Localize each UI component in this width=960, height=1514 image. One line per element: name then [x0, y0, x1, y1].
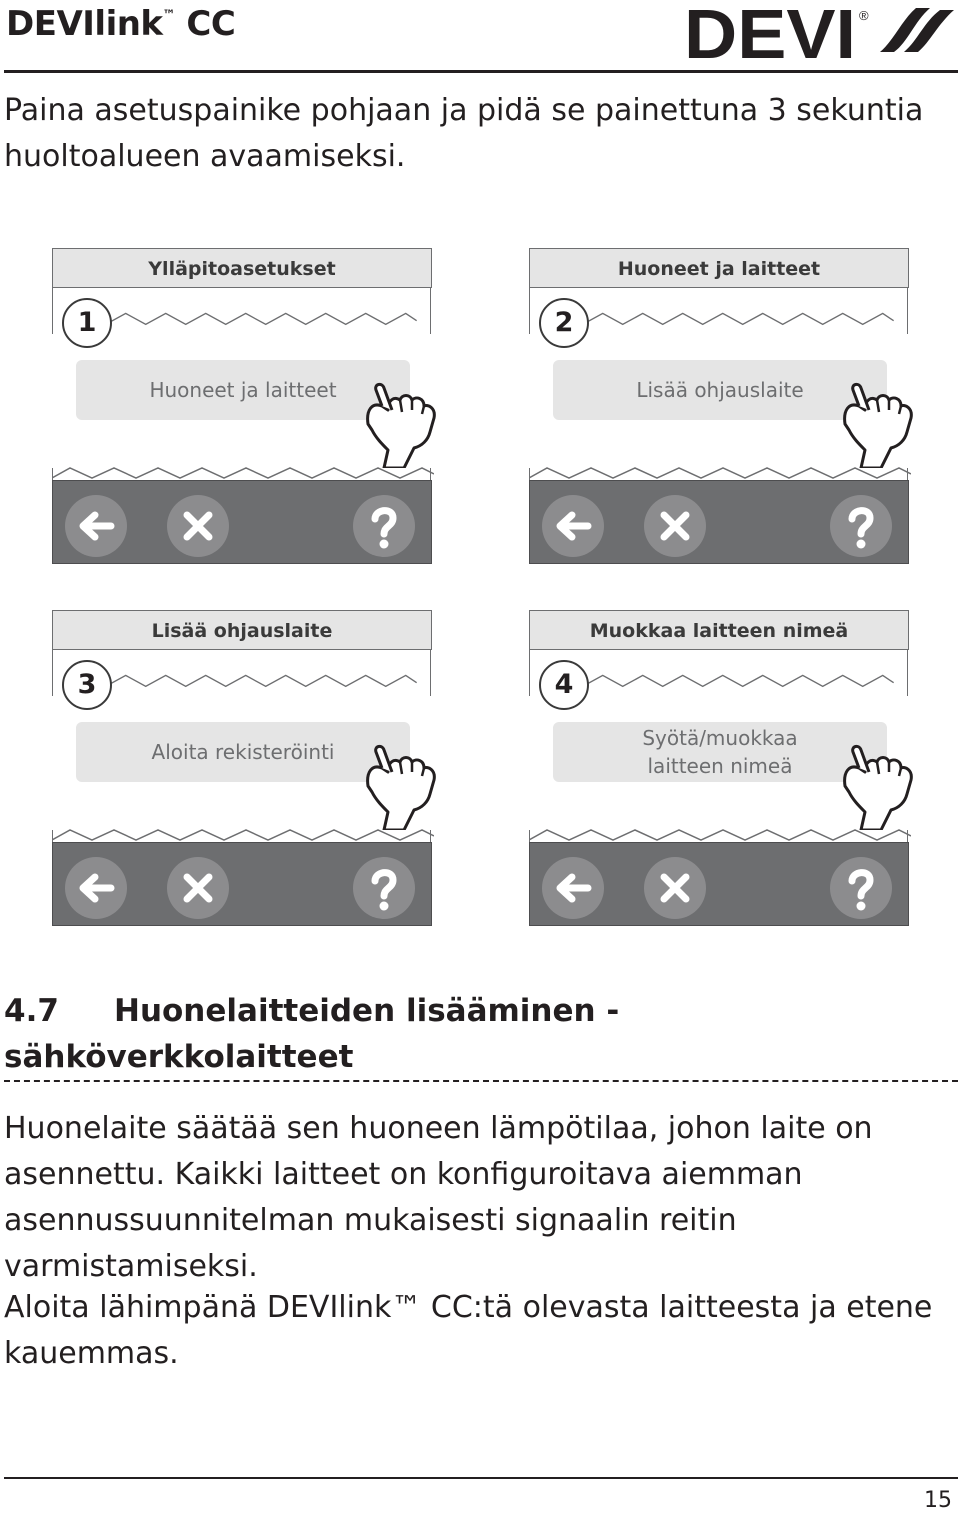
help-button[interactable]	[830, 495, 892, 557]
cancel-button[interactable]	[167, 495, 229, 557]
bottom-toolbar	[52, 842, 432, 926]
help-button[interactable]	[353, 857, 415, 919]
back-arrow-icon	[542, 857, 604, 919]
intro-text: Paina asetuspainike pohjaan ja pidä se painettuna 3 sekuntia huoltoalueen avaamiseksi.	[4, 93, 924, 174]
cancel-button[interactable]	[167, 857, 229, 919]
close-icon	[167, 495, 229, 557]
back-arrow-icon	[65, 495, 127, 557]
menu-button-label: Syötä/muokkaa laitteen nimeä	[642, 726, 798, 778]
document-title: DEVIlink™ CC	[6, 4, 236, 44]
back-arrow-icon	[65, 857, 127, 919]
close-icon	[167, 857, 229, 919]
pointing-hand-icon	[841, 380, 915, 468]
step-badge: 4	[539, 660, 589, 710]
menu-button[interactable]	[76, 722, 410, 782]
torn-edge-bottom	[52, 456, 434, 482]
pointing-hand-icon	[841, 742, 915, 830]
body-paragraph-2: Aloita lähimpänä DEVIlink™ CC:tä olevasta laitteesta ja etene kauemmas.	[4, 1290, 933, 1371]
screen-panel-1	[52, 248, 434, 568]
help-button[interactable]	[830, 857, 892, 919]
section-heading	[4, 988, 954, 1080]
step-badge: 1	[62, 298, 112, 348]
screen-title: Huoneet ja laitteet	[529, 248, 909, 288]
section-title: Huonelaitteiden lisääminen - sähköverkkolaitteet	[4, 993, 620, 1075]
back-button[interactable]	[542, 495, 604, 557]
screen-title: Ylläpitoasetukset	[52, 248, 432, 288]
help-icon	[353, 495, 415, 557]
back-button[interactable]	[65, 495, 127, 557]
section-number: 4.7	[4, 993, 59, 1029]
header-rule	[4, 70, 958, 73]
cancel-button[interactable]	[644, 857, 706, 919]
menu-button[interactable]	[553, 360, 887, 420]
help-icon	[353, 857, 415, 919]
bottom-toolbar	[529, 480, 909, 564]
step-badge: 3	[62, 660, 112, 710]
torn-edge-bottom	[52, 818, 434, 844]
footer-rule	[4, 1477, 958, 1479]
back-arrow-icon	[542, 495, 604, 557]
menu-button-label: Lisää ohjauslaite	[636, 378, 804, 402]
pointing-hand-icon	[364, 742, 438, 830]
pointing-hand-icon	[364, 380, 438, 468]
torn-edge-bottom	[529, 456, 911, 482]
back-button[interactable]	[542, 857, 604, 919]
close-icon	[644, 495, 706, 557]
back-button[interactable]	[65, 857, 127, 919]
torn-edge-bottom	[529, 818, 911, 844]
close-icon	[644, 857, 706, 919]
help-button[interactable]	[353, 495, 415, 557]
screen-title: Muokkaa laitteen nimeä	[529, 610, 909, 650]
section-divider	[4, 1080, 958, 1082]
menu-button-label: Huoneet ja laitteet	[149, 378, 337, 402]
screen-panel-4	[529, 610, 911, 930]
menu-button[interactable]	[553, 722, 887, 782]
cancel-button[interactable]	[644, 495, 706, 557]
page-number: 15	[924, 1488, 952, 1513]
svg-text:®: ®	[859, 8, 869, 23]
menu-button[interactable]	[76, 360, 410, 420]
step-badge: 2	[539, 298, 589, 348]
menu-button-label: Aloita rekisteröinti	[151, 740, 335, 764]
devi-logo	[684, 0, 958, 62]
help-icon	[830, 495, 892, 557]
bottom-toolbar	[529, 842, 909, 926]
help-icon	[830, 857, 892, 919]
screen-panel-3	[52, 610, 434, 930]
screen-panel-2	[529, 248, 911, 568]
body-paragraph-1: Huonelaite säätää sen huoneen lämpötilaa, johon laite on asennettu. Kaikki laitteet on konfiguroitava aiemman asennussuunnitelman mukaisesti signaalin reitin varmistamiseksi.	[4, 1111, 873, 1284]
bottom-toolbar	[52, 480, 432, 564]
screen-title: Lisää ohjauslaite	[52, 610, 432, 650]
brand-wordmark: DEVI	[684, 0, 856, 62]
